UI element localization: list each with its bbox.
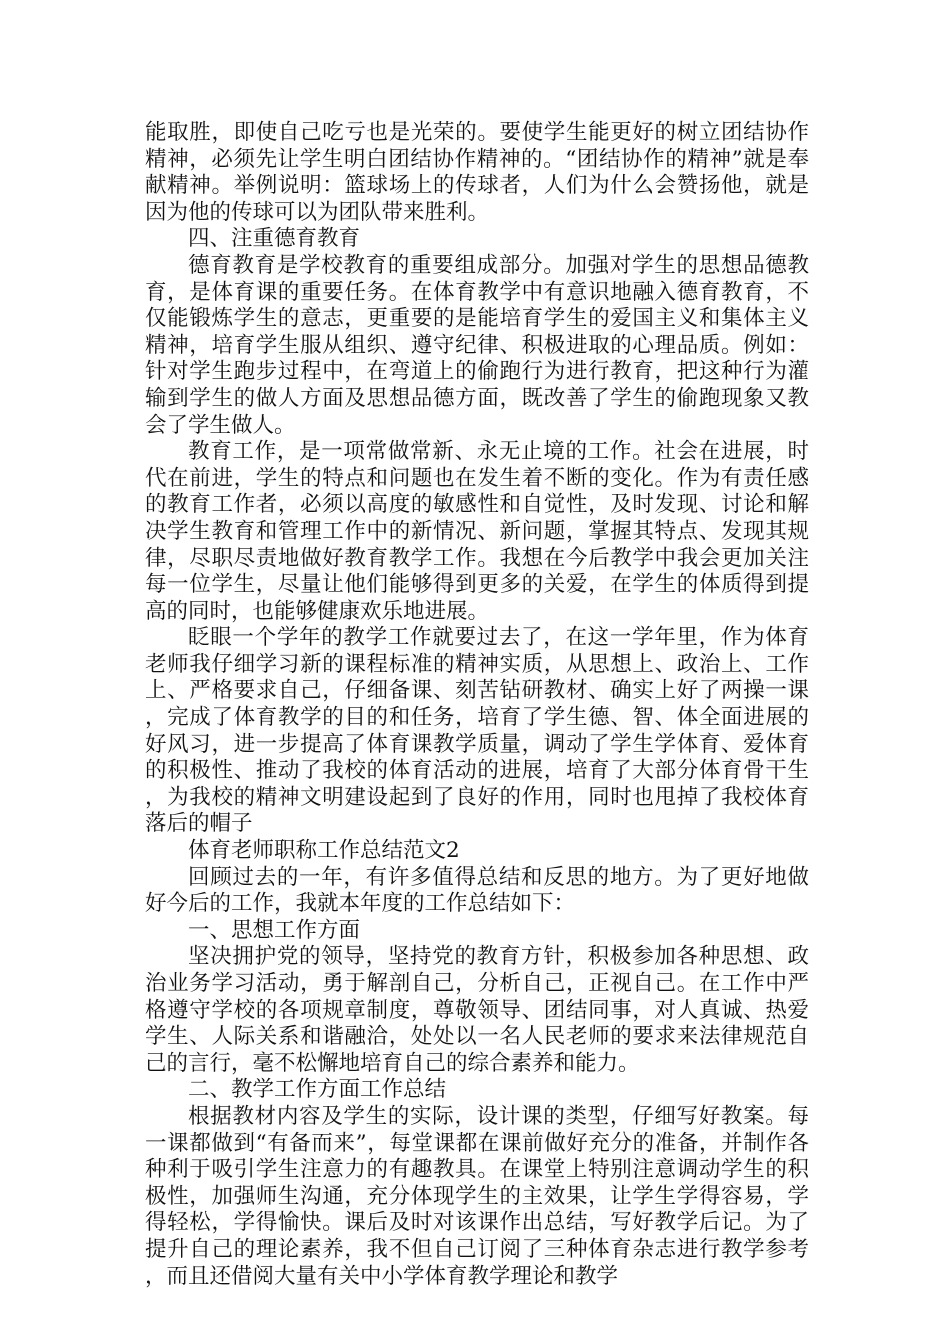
paragraph-education-work: 教育工作，是一项常做常新、永无止境的工作。社会在进展，时代在前进，学生的特点和问题也在发生着不断的变化。作为有责任感的教育工作者，必须以高度的敏感性和自觉性，及时发现、讨论和解决学生教育和管理工作中的新情况、新问题，掌握其特点、发现其规律，尽职尽责地做好教育教学工作。我想在今后教学中我会更加关注每一位学生，尽量让他们能够得到更多的关爱，在学生的体质得到提高的同时，也能够健康欢乐地进展。 — [145, 439, 809, 624]
section-heading-2: 二、教学工作方面工作总结 — [188, 1077, 447, 1103]
paragraph-school-year: 眨眼一个学年的教学工作就要过去了，在这一学年里，作为体育老师我仔细学习新的课程标准的精神实质，从思想上、政治上、工作上、严格要求自己，仔细备课、刻苦钻研教材、确实上好了两操一课，完成了体育教学的目的和任务，培育了学生德、智、体全面进展的好风习，进一步提高了体育课教学质量，调动了学生学体育、爱体育的积极性、推动了我校的体育活动的进展，培育了大部分体育骨干生，为我校的精神文明建设起到了良好的作用，同时也甩掉了我校体育落后的帽子 — [145, 625, 809, 837]
paragraph-moral-education: 德育教育是学校教育的重要组成部分。加强对学生的思想品德教育，是体育课的重要任务。在体育教学中有意识地融入德育教育，不仅能锻炼学生的意志，更重要的是能培育学生的爱国主义和集体主义精神，培育学生服从组织、遵守纪律、积极进取的心理品质。例如：针对学生跑步过程中，在弯道上的偷跑行为进行教育，把这种行为灌输到学生的做人方面及思想品德方面，既改善了学生的偷跑现象又教会了学生做人。 — [145, 252, 809, 438]
section-heading-1: 一、思想工作方面 — [188, 917, 361, 943]
paragraph-ideology: 坚决拥护党的领导，坚持党的教育方针，积极参加各种思想、政治业务学习活动，勇于解剖自己，分析自己，正视自己。在工作中严格遵守学校的各项规章制度，尊敬领导、团结同事，对人真诚、热爱学生、人际关系和谐融洽，处处以一名人民老师的要求来法律规范自己的言行，毫不松懈地培育自己的综合素养和能力。 — [145, 944, 809, 1076]
document-page — [145, 120, 809, 1290]
section-heading-4: 四、注重德育教育 — [188, 226, 361, 252]
paragraph-review: 回顾过去的一年，有许多值得总结和反思的地方。为了更好地做好今后的工作，我就本年度的工作总结如下： — [145, 864, 809, 917]
article-title-2: 体育老师职称工作总结范文2 — [188, 838, 460, 864]
paragraph-1: 能取胜，即使自己吃亏也是光荣的。要使学生能更好的树立团结协作精神，必须先让学生明白团结协作精神的。“团结协作的精神”就是奉献精神。举例说明：篮球场上的传球者，人们为什么会赞扬他，就是因为他的传球可以为团队带来胜利。 — [145, 120, 809, 225]
paragraph-teaching: 根据教材内容及学生的实际，设计课的类型，仔细写好教案。每一课都做到“有备而来”，每堂课都在课前做好充分的准备，并制作各种利于吸引学生注意力的有趣教具。在课堂上特别注意调动学生的积极性，加强师生沟通，充分体现学生的主效果，让学生学得容易，学得轻松，学得愉快。课后及时对该课作出总结，写好教学后记。为了提升自己的理论素养，我不但自己订阅了三种体育杂志进行教学参考，而且还借阅大量有关中小学体育教学理论和教学 — [145, 1103, 809, 1289]
